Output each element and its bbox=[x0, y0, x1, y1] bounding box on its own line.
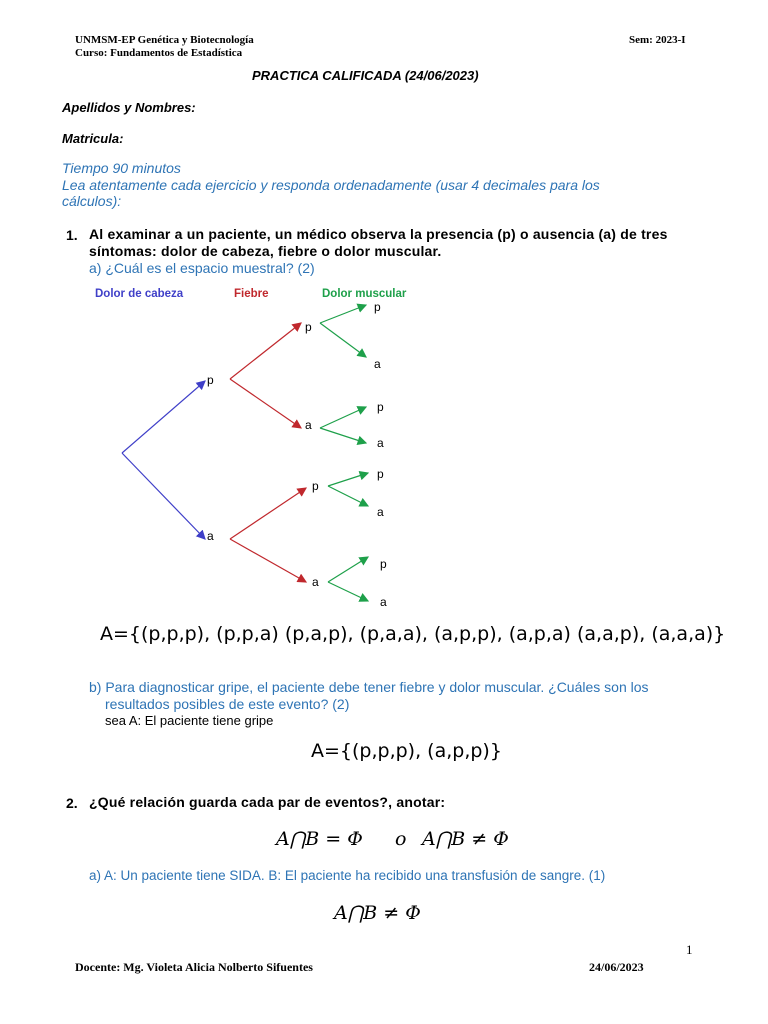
tree-branch-l2-2 bbox=[230, 488, 306, 539]
q2-text: ¿Qué relación guarda cada par de eventos?, anotar: bbox=[89, 794, 446, 810]
header-semester: Sem: 2023-I bbox=[629, 34, 686, 46]
page-number: 1 bbox=[686, 942, 693, 957]
tree-branch-l2-1 bbox=[230, 379, 301, 428]
q1-part-b-note: sea A: El paciente tiene gripe bbox=[105, 713, 274, 728]
tree-node-l3-7: a bbox=[380, 595, 387, 609]
tree-node-l2-1: a bbox=[305, 418, 312, 432]
q2-number: 2. bbox=[66, 795, 78, 811]
probability-tree bbox=[0, 280, 768, 620]
tree-node-l3-3: a bbox=[377, 436, 384, 450]
tree-node-l3-1: a bbox=[374, 357, 381, 371]
header-institution: UNMSM-EP Genética y Biotecnología bbox=[75, 34, 254, 46]
tree-legend-3: Dolor muscular bbox=[322, 288, 407, 300]
tree-node-l1-0: p bbox=[207, 373, 214, 387]
tree-node-l3-0: p bbox=[374, 300, 381, 314]
tree-node-l2-2: p bbox=[312, 479, 319, 493]
q2-answer-a: A⋂B ≠ Φ bbox=[334, 902, 421, 924]
q2-part-a: a) A: Un paciente tiene SIDA. B: El paciente ha recibido una transfusión de sangre. (1) bbox=[89, 868, 606, 883]
tree-node-l3-6: p bbox=[380, 557, 387, 571]
tree-branch-l2-3 bbox=[230, 539, 306, 582]
q1-answer-a: A={(p,p,p), (p,p,a) (p,a,p), (p,a,a), (a,p,p), (a,p,a) (a,a,p), (a,a,a)} bbox=[100, 623, 726, 645]
q1-part-a: a) ¿Cuál es el espacio muestral? (2) bbox=[89, 260, 315, 276]
tree-node-l3-5: a bbox=[377, 505, 384, 519]
instructions-line1: Lea atentamente cada ejercicio y responda ordenadamente (usar 4 decimales para los bbox=[62, 177, 600, 193]
tree-node-l3-2: p bbox=[377, 400, 384, 414]
instructions-line2: cálculos): bbox=[62, 193, 122, 209]
id-label: Matricula: bbox=[62, 131, 124, 146]
tree-branch-l3-2 bbox=[320, 407, 366, 428]
tree-branch-l3-3 bbox=[320, 428, 366, 443]
tree-legend-1: Dolor de cabeza bbox=[95, 288, 184, 300]
footer-teacher: Docente: Mg. Violeta Alicia Nolberto Sifuentes bbox=[75, 960, 313, 974]
q1-part-b-line1: b) Para diagnosticar gripe, el paciente debe tener fiebre y dolor muscular. ¿Cuáles son los bbox=[89, 679, 649, 695]
tree-branch-l2-0 bbox=[230, 323, 301, 379]
tree-node-l3-4: p bbox=[377, 467, 384, 481]
q1-text-line1: Al examinar a un paciente, un médico observa la presencia (p) o ausencia (a) de tres bbox=[89, 226, 668, 242]
tree-branch-l3-0 bbox=[320, 305, 366, 323]
footer-date: 24/06/2023 bbox=[589, 960, 644, 974]
header-course: Curso: Fundamentos de Estadística bbox=[75, 47, 243, 59]
tree-branch-l3-7 bbox=[328, 582, 368, 601]
q2-formula-right: A⋂B ≠ Φ bbox=[422, 828, 509, 850]
tree-branch-l3-1 bbox=[320, 323, 366, 357]
q2-formula-left: A⋂B = Φ bbox=[276, 828, 363, 850]
q1-part-b-line2: resultados posibles de este evento? (2) bbox=[105, 696, 350, 712]
names-label: Apellidos y Nombres: bbox=[62, 100, 196, 115]
tree-node-l2-0: p bbox=[305, 320, 312, 334]
q1-answer-b: A={(p,p,p), (a,p,p)} bbox=[311, 740, 502, 762]
tree-node-l2-3: a bbox=[312, 575, 319, 589]
tree-branch-l3-5 bbox=[328, 486, 368, 506]
page-title: PRACTICA CALIFICADA (24/06/2023) bbox=[252, 68, 479, 83]
tree-branch-l3-6 bbox=[328, 557, 368, 582]
q2-formula-or: o bbox=[395, 828, 407, 850]
tree-branch-l3-4 bbox=[328, 473, 368, 486]
q1-number: 1. bbox=[66, 227, 78, 243]
time-instruction: Tiempo 90 minutos bbox=[62, 160, 181, 176]
tree-node-l1-1: a bbox=[207, 529, 214, 543]
q1-text-line2: síntomas: dolor de cabeza, fiebre o dolor muscular. bbox=[89, 243, 442, 259]
tree-branch-l1-0 bbox=[122, 381, 205, 453]
tree-legend-2: Fiebre bbox=[234, 288, 269, 300]
tree-branch-l1-1 bbox=[122, 453, 205, 539]
